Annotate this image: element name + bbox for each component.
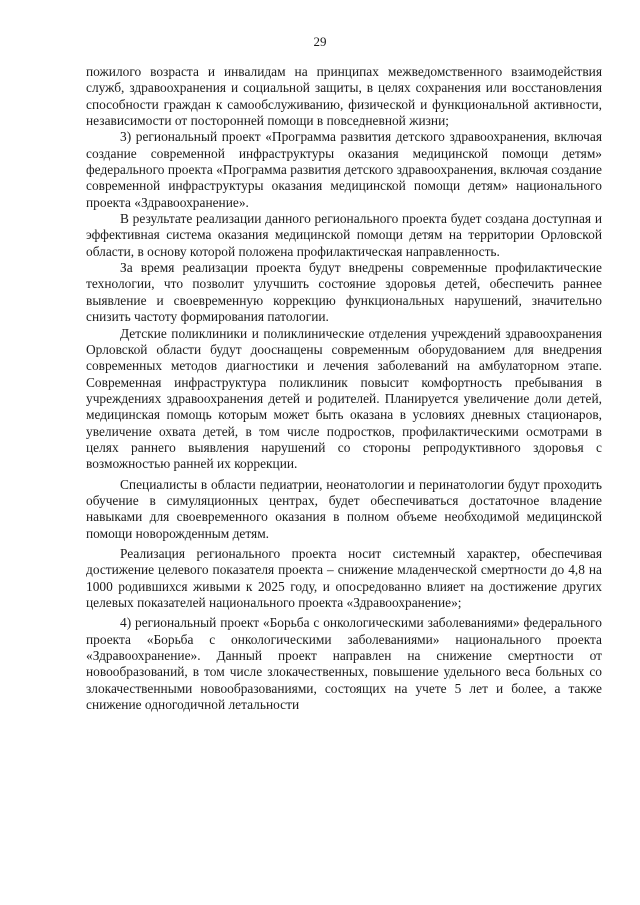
paragraph: В результате реализации данного регионального проекта будет создана доступная и эффективная система оказания медицинской помощи детям на территории Орловской области, в основу которой положена профилактическая направленность. bbox=[86, 211, 602, 259]
paragraph: Реализация регионального проекта носит системный характер, обеспечивая достижение целевого показателя проекта – снижение младенческой смертности до 4,8 на 1000 родившихся живыми к 2025 году, и опосредованно влияет на достижение других целевых показателей национального проекта «Здравоохранение»; bbox=[86, 545, 602, 610]
paragraph: пожилого возраста и инвалидам на принципах межведомственного взаимодействия служб, здравоохранения и социальной защиты, в целях сохранения или восстановления способности граждан к самообслуживанию, физической и функциональной активности, независимости от посторонней помощи в повседневной жизни; bbox=[86, 64, 602, 129]
paragraph: Специалисты в области педиатрии, неонатологии и перинатологии будут проходить обучение в симуляционных центрах, будет обеспечиваться достаточное владение навыками для своевременного оказания в полном объеме необходимой медицинской помощи новорожденным детям. bbox=[86, 476, 602, 541]
document-body bbox=[86, 64, 602, 713]
paragraph: 3) региональный проект «Программа развития детского здравоохранения, включая создание современной инфраструктуры оказания медицинской помощи детям» федерального проекта «Программа развития детского здравоохранения, включая создание современной инфраструктуры оказания медицинской помощи детям» национального проекта «Здравоохранение». bbox=[86, 129, 602, 210]
page-number: 29 bbox=[313, 34, 327, 49]
paragraph: 4) региональный проект «Борьба с онкологическими заболеваниями» федерального проекта «Борьба с онкологическими заболеваниями» национального проекта «Здравоохранение». Данный проект направлен на снижение смертности от новообразований, в том числе злокачественных, повышение удельного веса больных со злокачественными новообразованиями, состоящих на учете 5 лет и более, а также снижение одногодичной летальности bbox=[86, 615, 602, 713]
paragraph: Детские поликлиники и поликлинические отделения учреждений здравоохранения Орловской области будут дооснащены современным оборудованием для внедрения современных методов диагностики и лечения заболеваний на амбулаторном этапе. Современная инфраструктура поликлиник повысит комфортность пребывания в учреждениях здравоохранения детей и родителей. Планируется увеличение доли детей, медицинская помощь которым может быть оказана в условиях дневных стационаров, увеличение охвата детей, в том числе подростков, профилактическими осмотрами в целях раннего выявления нарушений со стороны репродуктивного здоровья с возможностью ранней их коррекции. bbox=[86, 325, 602, 472]
paragraph: За время реализации проекта будут внедрены современные профилактические технологии, что позволит улучшить состояние здоровья детей, обеспечить раннее выявление и своевременную коррекцию функциональных нарушений, значительно снизить частоту формирования патологии. bbox=[86, 260, 602, 325]
